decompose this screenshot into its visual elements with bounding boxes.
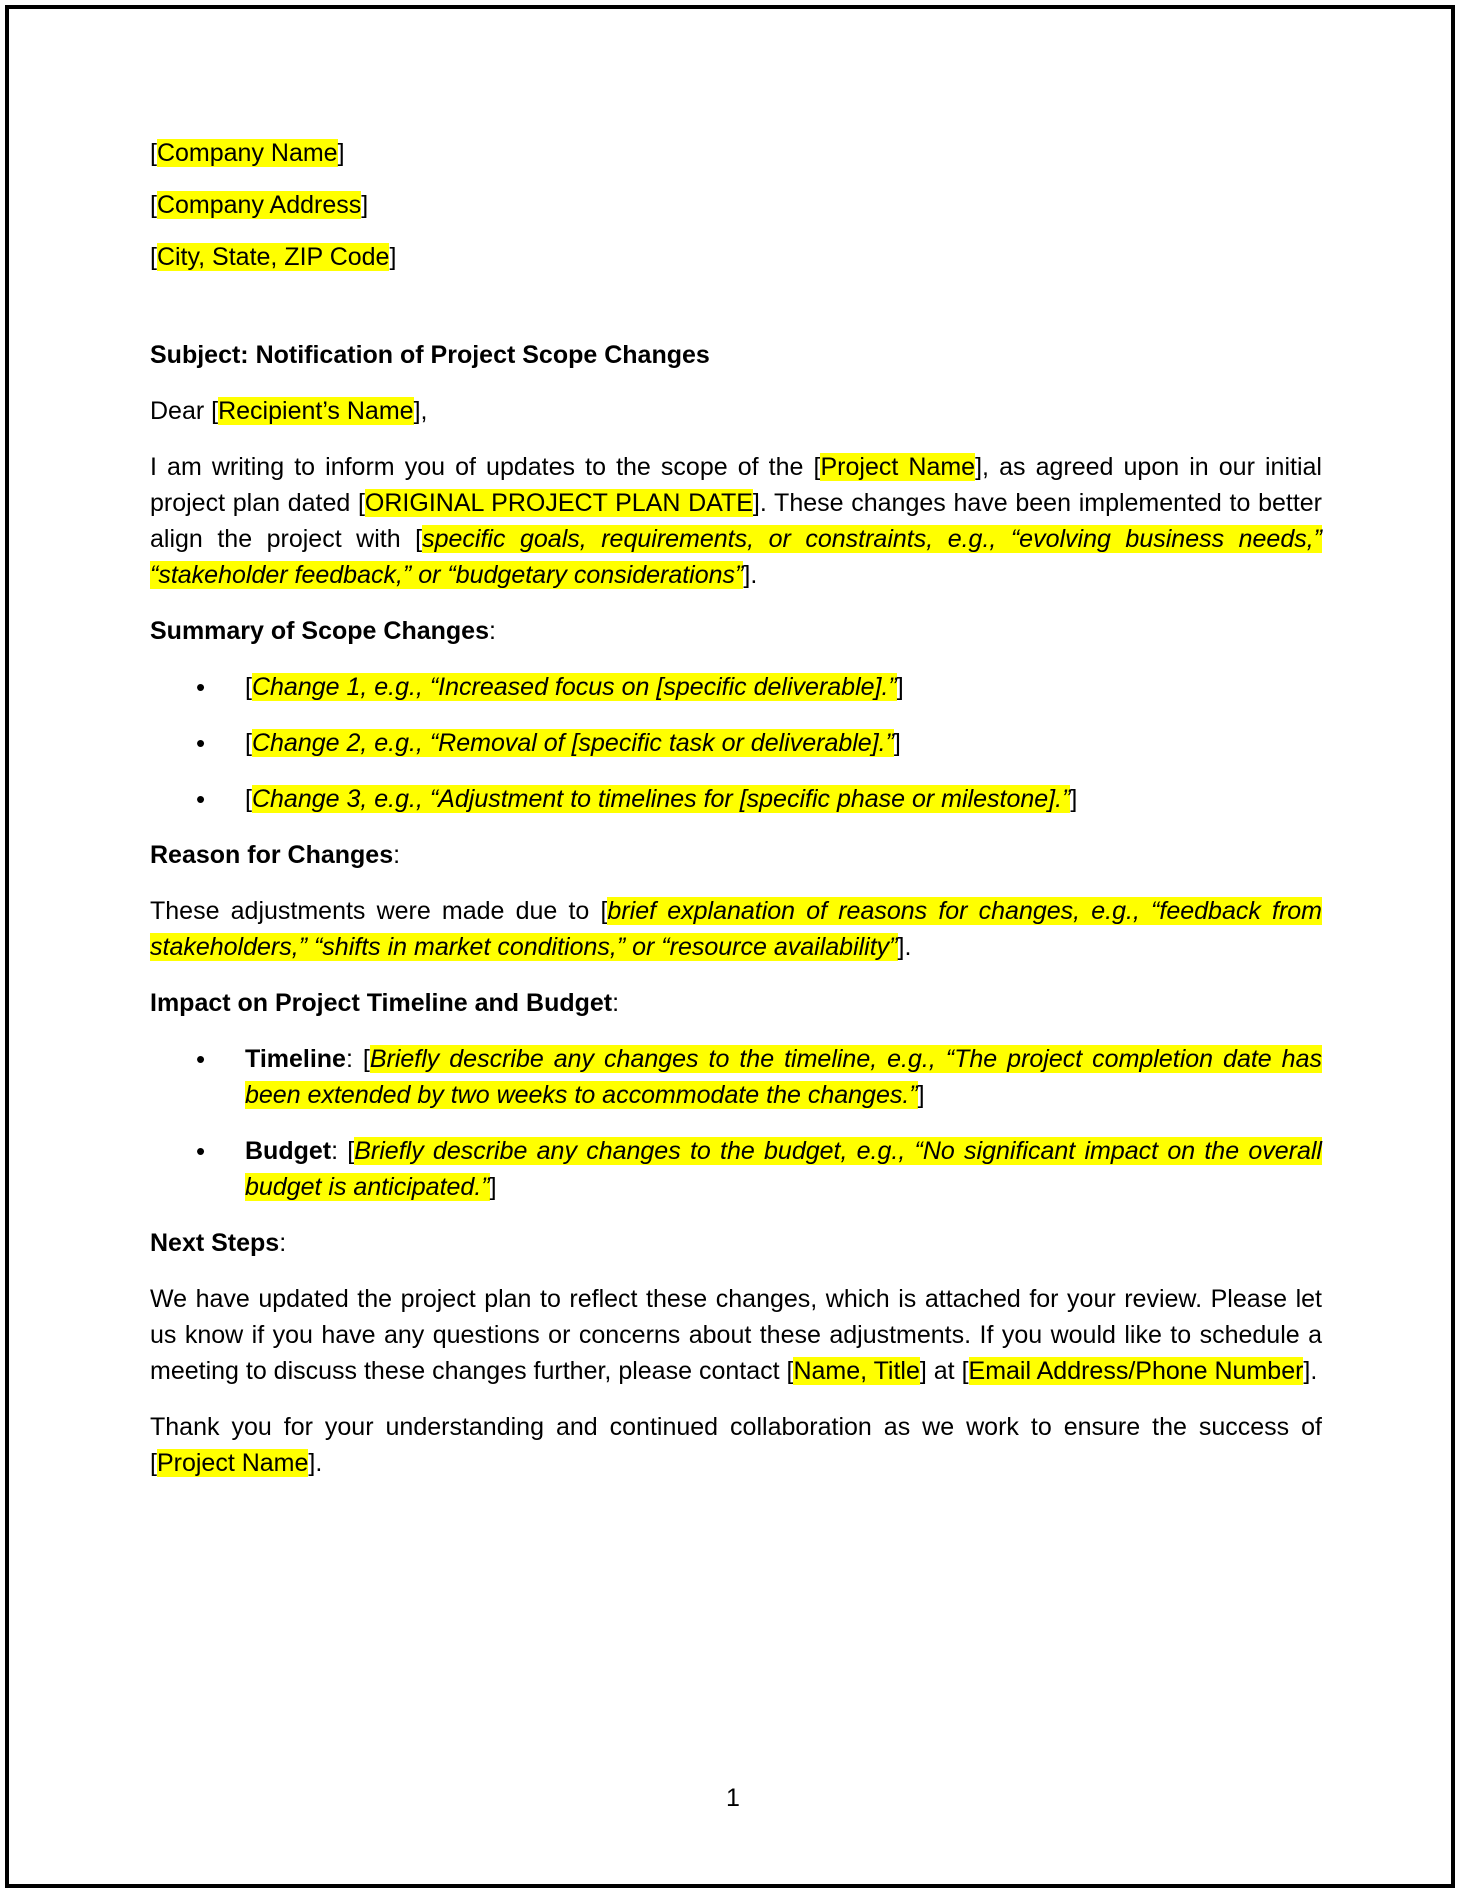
- list-item: • [Change 1, e.g., “Increased focus on [specific deliverable].”]: [150, 669, 1322, 705]
- company-name-placeholder[interactable]: Company Name: [156, 139, 338, 167]
- next-steps-heading: Next Steps:: [150, 1229, 287, 1257]
- contact-info-placeholder[interactable]: Email Address/Phone Number: [968, 1357, 1304, 1385]
- reason-placeholder[interactable]: brief explanation of reasons for changes, e.g., “feedback from stakeholders,” “shifts in market conditions,” or “resource availability”: [150, 897, 1323, 961]
- change-2-placeholder[interactable]: Change 2, e.g., “Removal of [specific task or deliverable].”: [251, 729, 894, 757]
- company-name-line: [Company Name]: [150, 139, 345, 167]
- reason-heading: Reason for Changes:: [150, 841, 401, 869]
- subject-line: Subject: Notification of Project Scope Changes: [150, 341, 710, 369]
- address-block: [150, 135, 1322, 275]
- impact-heading: Impact on Project Timeline and Budget:: [150, 989, 620, 1017]
- summary-list: [150, 669, 1322, 817]
- company-address-placeholder[interactable]: Company Address: [156, 191, 362, 219]
- timeline-placeholder[interactable]: Briefly describe any changes to the timeline, e.g., “The project completion date has been extended by two weeks to accommodate the changes.”: [245, 1045, 1322, 1109]
- reason-paragraph: These adjustments were made due to [brief explanation of reasons for changes, e.g., “feedback from stakeholders,” “shifts in market conditions,” or “resource availability”].: [150, 897, 1323, 961]
- city-state-zip-line: [City, State, ZIP Code]: [150, 243, 397, 271]
- budget-placeholder[interactable]: Briefly describe any changes to the budget, e.g., “No significant impact on the overall budget is anticipated.”: [245, 1137, 1322, 1201]
- company-address-line: [Company Address]: [150, 191, 369, 219]
- salutation: Dear [Recipient’s Name],: [150, 397, 428, 425]
- list-item: • Budget: [Briefly describe any changes to the budget, e.g., “No significant impact on the overall budget is anticipated.”]: [150, 1133, 1322, 1205]
- city-state-zip-placeholder[interactable]: City, State, ZIP Code: [156, 243, 390, 271]
- letter-body: [150, 135, 1322, 1481]
- change-3-placeholder[interactable]: Change 3, e.g., “Adjustment to timelines for [specific phase or milestone].”: [251, 785, 1071, 813]
- next-steps-paragraph: We have updated the project plan to reflect these changes, which is attached for your review. Please let us know if you have any questions or concerns about these adjustments. If you would like to schedule a meeting to discuss these changes further, please contact [Name, Title] at [Email Address/Phone Number].: [150, 1285, 1322, 1385]
- plan-date-placeholder[interactable]: ORIGINAL PROJECT PLAN DATE: [364, 489, 753, 517]
- closing-paragraph: Thank you for your understanding and continued collaboration as we work to ensure the success of [Project Name].: [150, 1413, 1322, 1477]
- recipient-name-placeholder[interactable]: Recipient’s Name: [218, 397, 414, 425]
- list-item: • Timeline: [Briefly describe any changes to the timeline, e.g., “The project completion date has been extended by two weeks to accommodate the changes.”]: [150, 1041, 1322, 1113]
- change-1-placeholder[interactable]: Change 1, e.g., “Increased focus on [specific deliverable].”: [251, 673, 897, 701]
- summary-heading: Summary of Scope Changes:: [150, 617, 496, 645]
- page-number: 1: [726, 1784, 740, 1812]
- list-item: • [Change 2, e.g., “Removal of [specific task or deliverable].”]: [150, 725, 1322, 761]
- contact-name-placeholder[interactable]: Name, Title: [793, 1357, 920, 1385]
- closing-project-name-placeholder[interactable]: Project Name: [156, 1449, 309, 1477]
- project-name-placeholder[interactable]: Project Name: [820, 453, 976, 481]
- intro-paragraph: I am writing to inform you of updates to the scope of the [Project Name], as agreed upon in our initial project plan dated [ORIGINAL PROJECT PLAN DATE]. These changes have been implemented to better align the project with [specific goals, requirements, or constraints, e.g., “evolving business needs,” “stakeholder feedback,” or “budgetary considerations”].: [150, 453, 1322, 589]
- impact-list: [150, 1041, 1322, 1205]
- list-item: • [Change 3, e.g., “Adjustment to timelines for [specific phase or milestone].”]: [150, 781, 1322, 817]
- goals-placeholder[interactable]: specific goals, requirements, or constraints, e.g., “evolving business needs,” “stakeholder feedback,” or “budgetary considerations”: [150, 525, 1322, 589]
